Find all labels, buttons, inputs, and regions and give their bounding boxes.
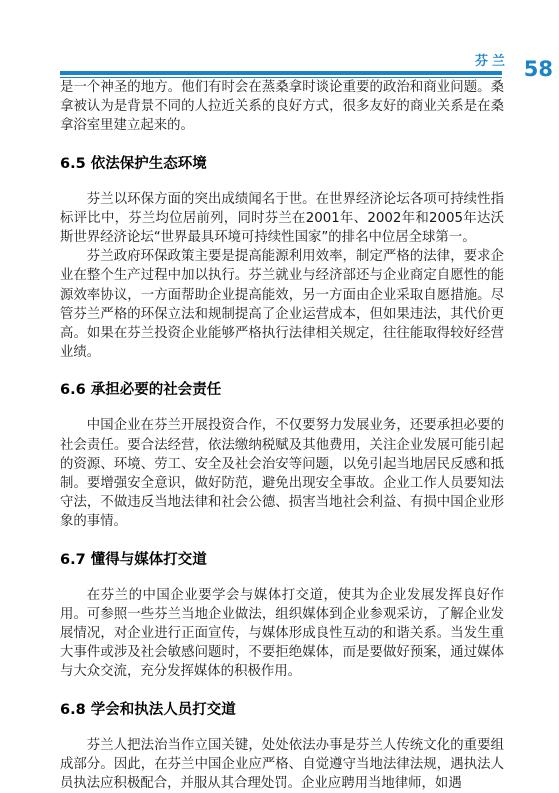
page-number: 58 [523,57,553,81]
header-rule-thick [60,71,502,75]
section-6-6-paragraph-1: 中国企业在芬兰开展投资合作，不仅要努力发展业务，还要承担必要的社会责任。要合法经营，依法缴纳税赋及其他费用，关注企业发展可能引起的资源、环境、劳工、安全及社会治安等问题，以免引起当地居民反感和抵制。要增强安全意识，做好防范，避免出现安全事故。企业工作人员要知法守法，不做违反当地法律和社会公德、损害当地社会利益、有损中国企业形象的事情。 [60,418,504,530]
section-6-5-paragraph-2: 芬兰政府环保政策主要是提高能源利用效率，制定严格的法律，要求企业在整个生产过程中加以执行。芬兰就业与经济部还与企业商定自愿性的能源效率协议，一方面帮助企业提高能效，另一方面由企业采取自愿措施。尽管芬兰严格的环保立法和规制提高了企业运营成本，但如果违法，其代价更高。如果在芬兰投资企业能够严格执行法律相关规定，往往能取得较好经营业绩。 [60,249,504,361]
intro-paragraph: 是一个神圣的地方。他们有时会在蒸桑拿时谈论重要的政治和商业问题。桑拿被认为是背景不同的人拉近关系的良好方式，很多友好的商业关系是在桑拿浴室里建立起来的。 [60,80,504,134]
section-6-5-paragraph-1: 芬兰以环保方面的突出成绩闻名于世。在世界经济论坛各项可持续性指标评比中，芬兰均位居前列，同时芬兰在2001年、2002年和2005年达沃斯世界经济论坛“世界最具环境可持续性国家”的排名中位居全球第一。 [60,191,504,246]
section-heading-6-6: 6.6 承担必要的社会责任 [60,382,222,399]
page-body [60,78,504,793]
running-header-country: 芬兰 [474,54,509,69]
section-heading-6-7: 6.7 懂得与媒体打交道 [60,551,207,568]
section-6-7-paragraph-1: 在芬兰的中国企业要学会与媒体打交道，使其为企业发展发挥良好作用。可参照一些芬兰当地企业做法，组织媒体到企业参观采访，了解企业发展情况，对企业进行正面宣传，与媒体形成良性互动的和谐关系。当发生重大事件或涉及社会敏感问题时，不要拒绝媒体，而是要做好预案，通过媒体与大众交流，充分发挥媒体的积极作用。 [60,587,504,680]
section-heading-6-8: 6.8 学会和执法人员打交道 [60,701,236,718]
section-6-8-paragraph-1: 芬兰人把法治当作立国关键，处处依法办事是芬兰人传统文化的重要组成部分。因此，在芬兰中国企业应严格、自觉遵守当地法律法规，遇执法人员执法应积极配合，并服从其合理处罚。企业应聘用当地律师，如遇 [60,737,504,792]
section-heading-6-5: 6.5 依法保护生态环境 [60,155,207,172]
